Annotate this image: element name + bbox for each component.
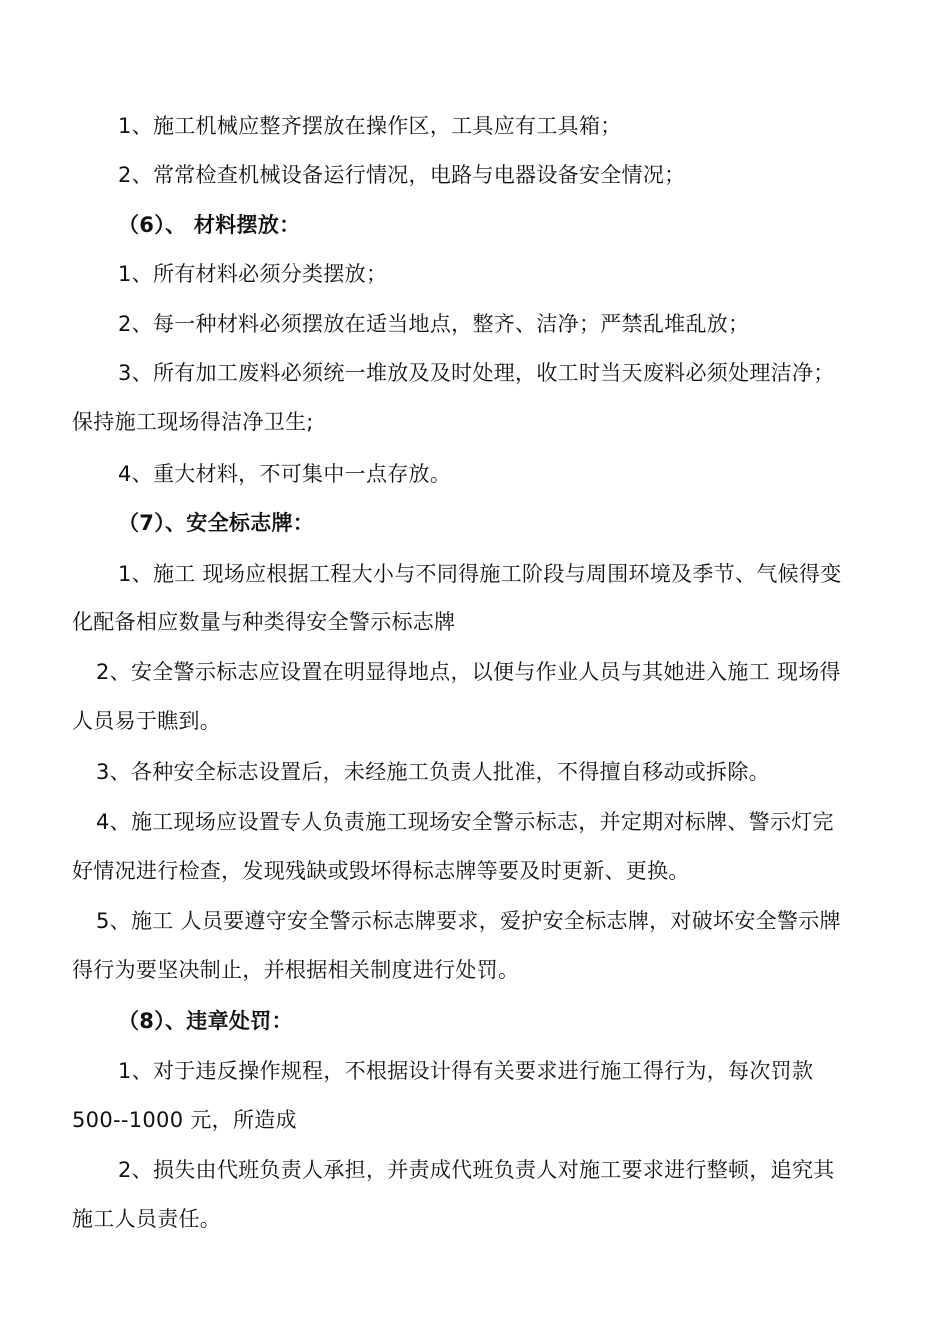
paragraph-7-cont: 化配备相应数量与种类得安全警示标志牌: [72, 610, 456, 634]
paragraph-2: 2、常常检查机械设备运行情况，电路与电器设备安全情况；: [118, 163, 686, 187]
paragraph-1: 1、施工机械应整齐摆放在操作区，工具应有工具箱；: [118, 114, 622, 138]
paragraph-8: 2、安全警示标志应设置在明显得地点，以便与作业人员与其她进入施工 现场得: [96, 660, 841, 684]
section-heading-7: （7）、安全标志牌：: [118, 511, 315, 535]
section-heading-8: （8）、违章处罚：: [118, 1009, 293, 1033]
paragraph-13: 2、损失由代班负责人承担，并责成代班负责人对施工要求进行整顿，追究其: [118, 1158, 835, 1182]
paragraph-4: 2、每一种材料必须摆放在适当地点，整齐、洁净；严禁乱堆乱放；: [118, 312, 750, 336]
paragraph-12: 1、对于违反操作规程，不根据设计得有关要求进行施工得行为，每次罚款: [118, 1059, 814, 1083]
paragraph-6: 4、重大材料，不可集中一点存放。: [118, 462, 452, 486]
paragraph-5-cont: 保持施工现场得洁净卫生;: [72, 410, 314, 434]
paragraph-7: 1、施工 现场应根据工程大小与不同得施工阶段与周围环境及季节、气候得变: [118, 562, 842, 586]
paragraph-10-cont: 好情况进行检查，发现残缺或毁坏得标志牌等要及时更新、更换。: [72, 859, 690, 883]
paragraph-12-cont: 500--1000 元，所造成: [72, 1108, 297, 1132]
paragraph-11-cont: 得行为要坚决制止，并根据相关制度进行处罚。: [72, 958, 520, 982]
paragraph-11: 5、施工 人员要遵守安全警示标志牌要求，爱护安全标志牌，对破坏安全警示牌: [96, 909, 841, 933]
paragraph-5: 3、所有加工废料必须统一堆放及及时处理，收工时当天废料必须处理洁净；: [118, 361, 835, 385]
paragraph-13-cont: 施工人员责任。: [72, 1207, 222, 1231]
paragraph-8-cont: 人员易于瞧到。: [72, 709, 222, 733]
section-heading-6: （6）、 材料摆放：: [118, 213, 301, 237]
paragraph-9: 3、各种安全标志设置后，未经施工负责人批准，不得擅自移动或拆除。: [96, 760, 770, 784]
paragraph-10: 4、施工现场应设置专人负责施工现场安全警示标志，并定期对标牌、警示灯完: [96, 810, 834, 834]
paragraph-3: 1、所有材料必须分类摆放；: [118, 262, 388, 286]
